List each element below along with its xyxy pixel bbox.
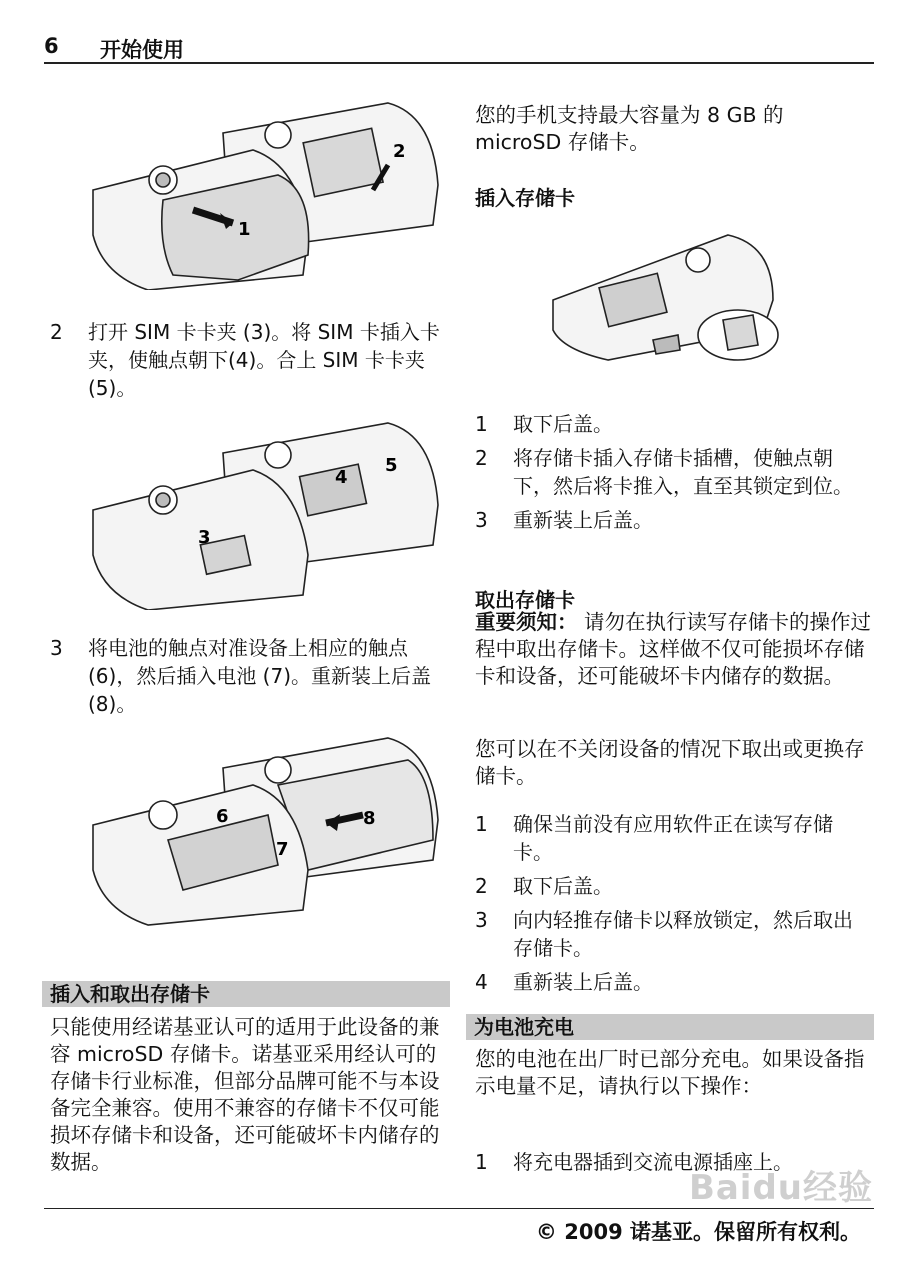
illustration-memory-card [548, 220, 788, 370]
step-number: 4 [475, 970, 488, 994]
figure-label: 4 [335, 467, 348, 488]
page-header [44, 32, 874, 64]
step-number: 2 [475, 446, 488, 470]
list-item [475, 410, 865, 438]
step-text: 重新装上后盖。 [513, 508, 653, 532]
step-number: 3 [475, 508, 488, 532]
figure-label: 8 [363, 808, 376, 829]
figure-label: 2 [393, 141, 406, 162]
remove-card-intro: 您可以在不关闭设备的情况下取出或更换存储卡。 [475, 737, 865, 788]
important-text: 请勿在执行读写存储卡的操作过程中取出存储卡。这样做不仅可能损坏存储卡和设备，还可能破坏卡内储存的数据。 [475, 610, 872, 688]
remove-card-steps [475, 810, 865, 1002]
figure-label: 3 [198, 527, 211, 548]
illustration-sim-insert [88, 415, 448, 610]
step-number: 1 [475, 412, 488, 436]
step-number: 2 [50, 320, 63, 344]
step-number: 1 [475, 812, 488, 836]
list-item [475, 872, 865, 900]
important-label: 重要须知： [475, 610, 578, 634]
step-number: 3 [475, 908, 488, 932]
list-item [50, 318, 445, 402]
section-heading-memory-card: 插入和取出存储卡 [42, 981, 450, 1007]
step-number: 2 [475, 874, 488, 898]
figure-label: 7 [276, 839, 289, 860]
list-item [475, 810, 865, 866]
step-text: 将充电器插到交流电源插座上。 [513, 1150, 793, 1174]
watermark-logo: Baidu经验 [688, 1168, 873, 1208]
step-text: 确保当前没有应用软件正在读写存储卡。 [513, 812, 833, 864]
important-notice [475, 609, 875, 690]
memory-card-compatibility-text: 只能使用经诺基亚认可的适用于此设备的兼容 microSD 存储卡。诺基亚采用经认可的存储卡行业标准，但部分品牌可能不与本设备完全兼容。使用不兼容的存储卡不仅可能损坏存储卡和设备，还可能破坏卡内储存的数据。 [50, 1015, 440, 1174]
step-list-battery [50, 634, 445, 724]
step-text: 向内轻推存储卡以释放锁定，然后取出存储卡。 [513, 908, 853, 960]
page-title: 开始使用 [100, 38, 184, 62]
illustration-battery-insert [88, 730, 448, 950]
step-text: 重新装上后盖。 [513, 970, 653, 994]
footer-divider [44, 1208, 874, 1209]
list-item [475, 968, 865, 996]
page-number: 6 [44, 34, 59, 58]
step-number: 3 [50, 636, 63, 660]
list-item [475, 444, 865, 500]
step-text: 将存储卡插入存储卡插槽，使触点朝下，然后将卡推入，直至其锁定到位。 [513, 446, 853, 498]
section-heading-battery: 为电池充电 [466, 1014, 874, 1040]
battery-charging-text: 您的电池在出厂时已部分充电。如果设备指示电量不足，请执行以下操作： [475, 1047, 865, 1098]
list-item [50, 634, 445, 718]
illustration-remove-cover [88, 95, 448, 290]
figure-label: 6 [216, 806, 229, 827]
step-text: 打开 SIM 卡卡夹 (3)。将 SIM 卡插入卡夹，使触点朝下(4)。合上 SIM 卡卡夹 (5)。 [88, 320, 440, 400]
capacity-intro: 您的手机支持最大容量为 8 GB 的 microSD 存储卡。 [475, 103, 784, 154]
insert-card-steps [475, 410, 865, 540]
figure-label: 1 [238, 219, 251, 240]
step-list-sim [50, 318, 445, 408]
remove-card-heading: 取出存储卡 [475, 588, 575, 612]
insert-card-heading: 插入存储卡 [475, 186, 575, 210]
step-text: 取下后盖。 [513, 874, 613, 898]
step-text: 取下后盖。 [513, 412, 613, 436]
list-item [475, 506, 865, 534]
step-number: 1 [475, 1150, 488, 1174]
footer-copyright: © 2009 诺基亚。保留所有权利。 [535, 1220, 861, 1244]
list-item [475, 906, 865, 962]
figure-label: 5 [385, 455, 398, 476]
step-text: 将电池的触点对准设备上相应的触点 (6)，然后插入电池 (7)。重新装上后盖 (8)。 [88, 636, 432, 716]
